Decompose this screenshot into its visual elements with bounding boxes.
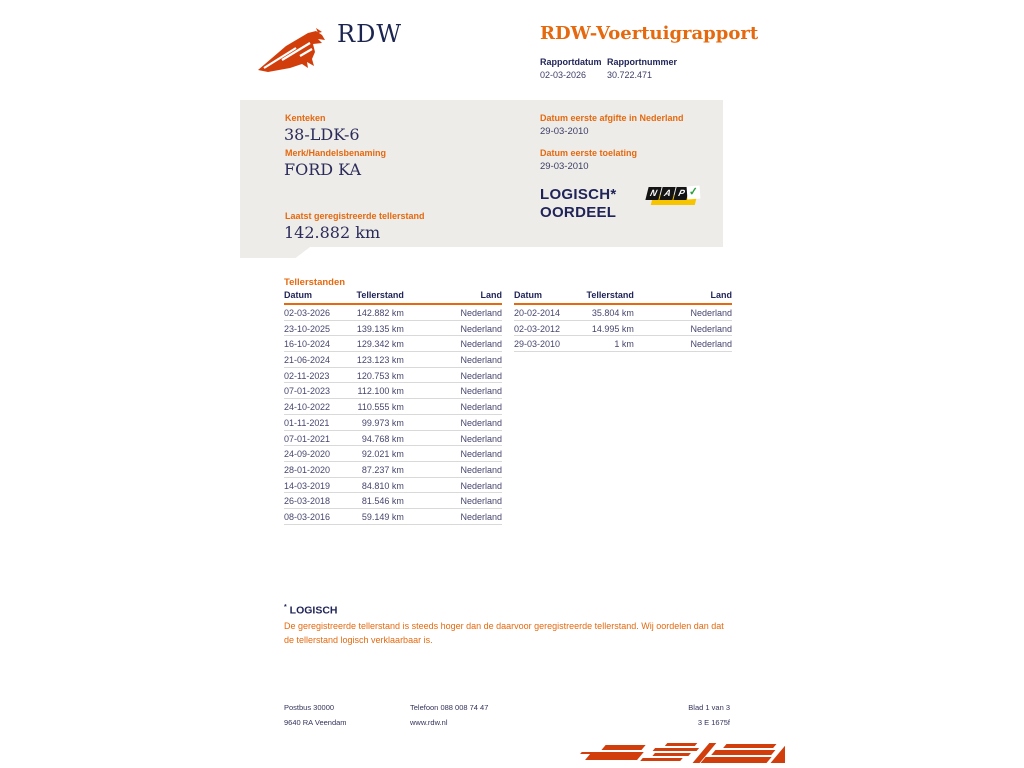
cell-datum: 23-10-2025 xyxy=(284,323,331,334)
table-row xyxy=(284,415,502,431)
footer-contact xyxy=(410,700,488,730)
table-row xyxy=(284,368,502,384)
footnote-title xyxy=(284,604,338,617)
report-number-label: Rapportnummer xyxy=(607,57,678,67)
footer-address xyxy=(284,700,347,730)
tellerstanden-table-right xyxy=(514,290,732,352)
cell-land: Nederland xyxy=(460,417,502,428)
oordeel-verdict xyxy=(540,186,617,222)
kenteken-value: 38-LDK-6 xyxy=(284,125,360,144)
nap-logo xyxy=(647,186,701,208)
cell-tellerstand: 81.546 km xyxy=(361,496,404,507)
table-row xyxy=(284,509,502,525)
cell-land: Nederland xyxy=(460,308,502,318)
cell-datum: 16-10-2024 xyxy=(284,339,331,350)
cell-land: Nederland xyxy=(460,386,502,397)
footnote-text: De geregistreerde tellerstand is steeds hoger dan de daarvoor geregistreerde tellerstand. Wij oordelen dan dat de tellerstand logisch verklaarbaar is. xyxy=(284,621,724,645)
nap-checkmark-icon: ✓ xyxy=(688,185,699,199)
afgifte-label: Datum eerste afgifte in Nederland xyxy=(540,113,684,123)
cell-tellerstand: 1 km xyxy=(614,339,634,350)
cell-land: Nederland xyxy=(460,370,502,381)
cell-tellerstand: 129.342 km xyxy=(356,339,404,350)
col-land: Land xyxy=(480,290,502,300)
cell-land: Nederland xyxy=(460,464,502,475)
cell-land: Nederland xyxy=(460,355,502,366)
cell-datum: 24-10-2022 xyxy=(284,402,331,413)
footer-form-code: 3 E 1675f xyxy=(697,718,730,727)
table-row xyxy=(284,478,502,494)
cell-datum: 02-03-2026 xyxy=(284,308,331,318)
col-datum: Datum xyxy=(514,290,543,300)
tellerstand-value: 142.882 km xyxy=(284,223,381,242)
footer-phone: Telefoon 088 008 74 47 xyxy=(410,703,489,712)
cell-land: Nederland xyxy=(460,496,502,507)
rdw-bird-logo-icon xyxy=(256,26,336,74)
kenteken-label: Kenteken xyxy=(285,113,326,123)
cell-tellerstand: 142.882 km xyxy=(356,308,404,318)
tellerstand-label: Laatst geregistreerde tellerstand xyxy=(285,211,425,221)
cell-tellerstand: 110.555 km xyxy=(357,402,404,413)
cell-land: Nederland xyxy=(460,402,502,413)
cell-tellerstand: 87.237 km xyxy=(361,464,404,475)
merk-value: FORD KA xyxy=(284,160,362,179)
cell-tellerstand: 112.100 km xyxy=(357,386,404,397)
footnote-marker: * xyxy=(284,604,287,611)
cell-tellerstand: 35.804 km xyxy=(591,308,634,318)
table-row xyxy=(514,321,732,337)
footer-pageinfo xyxy=(610,700,730,730)
rdw-logo-text: RDW xyxy=(337,20,402,48)
footer-address-line2: 9640 RA Veendam xyxy=(284,718,347,727)
rdw-stripes-decoration-icon xyxy=(545,741,785,768)
cell-tellerstand: 99.973 km xyxy=(361,417,404,428)
tellerstanden-title: Tellerstanden xyxy=(284,277,346,288)
cell-datum: 29-03-2010 xyxy=(514,339,561,350)
table-row xyxy=(514,336,732,352)
cell-tellerstand: 94.768 km xyxy=(361,433,404,444)
report-date-value: 02-03-2026 xyxy=(540,70,587,80)
nap-letter-n: N xyxy=(645,187,661,200)
col-datum: Datum xyxy=(284,290,313,300)
table-row xyxy=(284,462,502,478)
cell-tellerstand: 123.123 km xyxy=(356,355,404,366)
col-tellerstand: Tellerstand xyxy=(586,290,634,300)
cell-datum: 14-03-2019 xyxy=(284,480,331,491)
table-row xyxy=(284,305,502,321)
cell-datum: 02-03-2012 xyxy=(514,323,561,334)
nap-letter-a: A xyxy=(659,187,675,200)
cell-land: Nederland xyxy=(690,339,732,350)
cell-land: Nederland xyxy=(690,323,732,334)
cell-tellerstand: 139.135 km xyxy=(356,323,404,334)
table-row xyxy=(284,493,502,509)
nap-letter-p: P xyxy=(673,187,689,200)
cell-tellerstand: 92.021 km xyxy=(361,449,404,460)
cell-datum: 28-01-2020 xyxy=(284,464,331,475)
cell-tellerstand: 120.753 km xyxy=(356,370,404,381)
cell-datum: 07-01-2023 xyxy=(284,386,331,397)
footer-address-line1: Postbus 30000 xyxy=(284,703,335,712)
oordeel-line2: OORDEEL xyxy=(540,204,617,221)
cell-datum: 02-11-2023 xyxy=(284,370,330,381)
table-row xyxy=(284,431,502,447)
cell-tellerstand: 84.810 km xyxy=(361,480,404,491)
cell-datum: 24-09-2020 xyxy=(284,449,331,460)
cell-land: Nederland xyxy=(690,308,732,318)
table-header xyxy=(514,290,732,305)
cell-land: Nederland xyxy=(460,449,502,460)
table-header xyxy=(284,290,502,305)
table-row xyxy=(284,446,502,462)
page-title: RDW-Voertuigrapport xyxy=(540,23,759,44)
table-row xyxy=(284,321,502,337)
footnote-title-text: LOGISCH xyxy=(289,604,338,617)
table-row xyxy=(284,336,502,352)
cell-land: Nederland xyxy=(460,511,502,522)
cell-datum: 01-11-2021 xyxy=(284,417,330,428)
cell-datum: 21-06-2024 xyxy=(284,355,331,366)
col-tellerstand: Tellerstand xyxy=(356,290,404,300)
report-date-block xyxy=(540,57,602,80)
report-number-block xyxy=(607,57,677,80)
footer-page-number: Blad 1 van 3 xyxy=(688,703,730,712)
cell-datum: 07-01-2021 xyxy=(284,433,331,444)
cell-datum: 20-02-2014 xyxy=(514,308,561,318)
footer-website[interactable]: www.rdw.nl xyxy=(410,718,448,727)
table-row xyxy=(514,305,732,321)
table-row xyxy=(284,399,502,415)
cell-land: Nederland xyxy=(460,433,502,444)
afgifte-value: 29-03-2010 xyxy=(540,126,589,137)
cell-tellerstand: 59.149 km xyxy=(361,511,404,522)
cell-datum: 08-03-2016 xyxy=(284,511,331,522)
cell-land: Nederland xyxy=(460,323,502,334)
table-row xyxy=(284,352,502,368)
cell-land: Nederland xyxy=(460,339,502,350)
toelating-value: 29-03-2010 xyxy=(540,161,589,172)
cell-datum: 26-03-2018 xyxy=(284,496,331,507)
cell-land: Nederland xyxy=(460,480,502,491)
toelating-label: Datum eerste toelating xyxy=(540,148,638,158)
tellerstanden-table-left xyxy=(284,290,502,525)
col-land: Land xyxy=(710,290,732,300)
table-row xyxy=(284,383,502,399)
oordeel-line1: LOGISCH* xyxy=(540,186,617,203)
report-number-value: 30.722.471 xyxy=(607,70,653,80)
cell-tellerstand: 14.995 km xyxy=(591,323,634,334)
merk-label: Merk/Handelsbenaming xyxy=(285,148,387,158)
report-date-label: Rapportdatum xyxy=(540,57,602,67)
